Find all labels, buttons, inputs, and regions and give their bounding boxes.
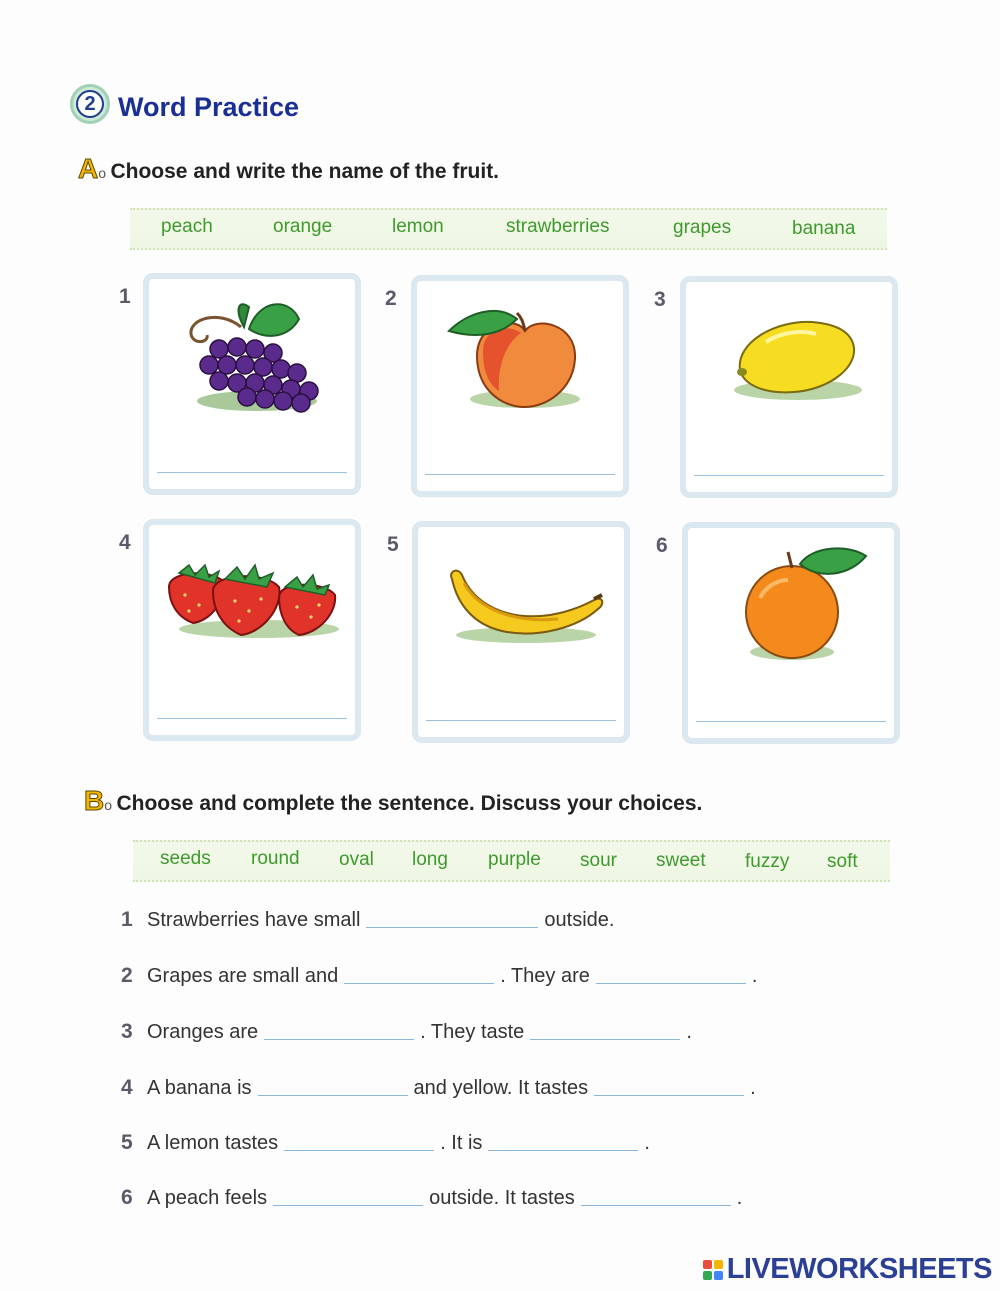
section-number-badge <box>70 84 110 124</box>
part-a-instruction: Choose and write the name of the fruit. <box>110 160 500 183</box>
word-bank-a-item: peach <box>161 216 213 237</box>
answer-blank[interactable] <box>596 982 746 984</box>
sentence-4: 4 A banana is and yellow. It tastes . <box>121 1076 756 1099</box>
lemon-picture <box>686 282 892 492</box>
liveworksheets-logo[interactable] <box>703 1253 992 1286</box>
answer-blank[interactable] <box>273 1204 423 1206</box>
picture-card-lemon <box>680 276 898 498</box>
answer-blank[interactable] <box>530 1038 680 1040</box>
answer-blank[interactable] <box>488 1149 638 1151</box>
orange-picture <box>688 528 894 738</box>
item-number: 2 <box>385 287 397 310</box>
banana-picture <box>418 527 624 737</box>
item-number: 6 <box>656 534 668 557</box>
answer-line[interactable] <box>696 721 886 722</box>
section-number: 2 <box>76 90 104 118</box>
peach-picture <box>417 281 623 491</box>
logo-mark-icon <box>703 1260 723 1280</box>
word-bank-b-item: soft <box>827 851 858 872</box>
item-number: 4 <box>119 531 131 554</box>
answer-blank[interactable] <box>264 1038 414 1040</box>
word-bank-a-item: grapes <box>673 217 732 238</box>
answer-blank[interactable] <box>284 1149 434 1151</box>
answer-line[interactable] <box>157 472 347 473</box>
word-bank-a-item: strawberries <box>506 216 610 237</box>
sentence-5: 5 A lemon tastes . It is . <box>121 1131 650 1154</box>
word-bank-b <box>133 840 890 882</box>
answer-line[interactable] <box>426 720 616 721</box>
word-bank-a-item: orange <box>273 216 333 237</box>
picture-card-banana <box>412 521 630 743</box>
picture-card-orange <box>682 522 900 744</box>
grapes-picture <box>149 279 355 489</box>
answer-blank[interactable] <box>594 1094 744 1096</box>
strawberries-picture <box>149 525 355 735</box>
word-bank-b-item: sweet <box>656 850 706 871</box>
answer-line[interactable] <box>694 475 884 476</box>
item-number: 5 <box>387 533 399 556</box>
picture-card-strawberries <box>143 519 361 741</box>
word-bank-a-item: banana <box>792 218 856 239</box>
part-b-instruction: Choose and complete the sentence. Discuss your choices. <box>116 792 703 815</box>
picture-card-grapes <box>143 273 361 495</box>
answer-line[interactable] <box>157 718 347 719</box>
word-bank-b-item: long <box>412 849 448 870</box>
sentence-2: 2 Grapes are small and . They are . <box>121 964 758 987</box>
sentence-1: 1 Strawberries have small outside. <box>121 908 615 931</box>
word-bank-b-item: oval <box>339 849 374 870</box>
sentence-3: 3 Oranges are . They taste . <box>121 1020 692 1043</box>
answer-blank[interactable] <box>581 1204 731 1206</box>
word-bank-b-item: fuzzy <box>745 851 790 872</box>
item-number: 1 <box>119 285 131 308</box>
part-a-letter: A <box>78 153 99 184</box>
word-bank-b-item: round <box>251 848 300 869</box>
answer-blank[interactable] <box>258 1094 408 1096</box>
part-b-letter: B <box>84 785 105 816</box>
part-b-heading: Bo Choose and complete the sentence. Discuss your choices. <box>84 785 703 816</box>
section-title: Word Practice <box>118 92 300 122</box>
item-number: 3 <box>654 288 666 311</box>
answer-blank[interactable] <box>344 982 494 984</box>
logo-text: LIVEWORKSHEETS <box>726 1253 992 1285</box>
word-bank-b-item: seeds <box>160 848 211 869</box>
word-bank-b-item: purple <box>488 849 541 870</box>
word-bank-b-item: sour <box>580 850 617 871</box>
word-bank-a <box>130 208 887 250</box>
picture-card-peach <box>411 275 629 497</box>
part-a-heading: Ao Choose and write the name of the fruit. <box>78 153 500 184</box>
sentence-6: 6 A peach feels outside. It tastes . <box>121 1186 743 1209</box>
answer-line[interactable] <box>425 474 615 475</box>
word-bank-a-item: lemon <box>392 216 444 237</box>
answer-blank[interactable] <box>366 926 538 928</box>
